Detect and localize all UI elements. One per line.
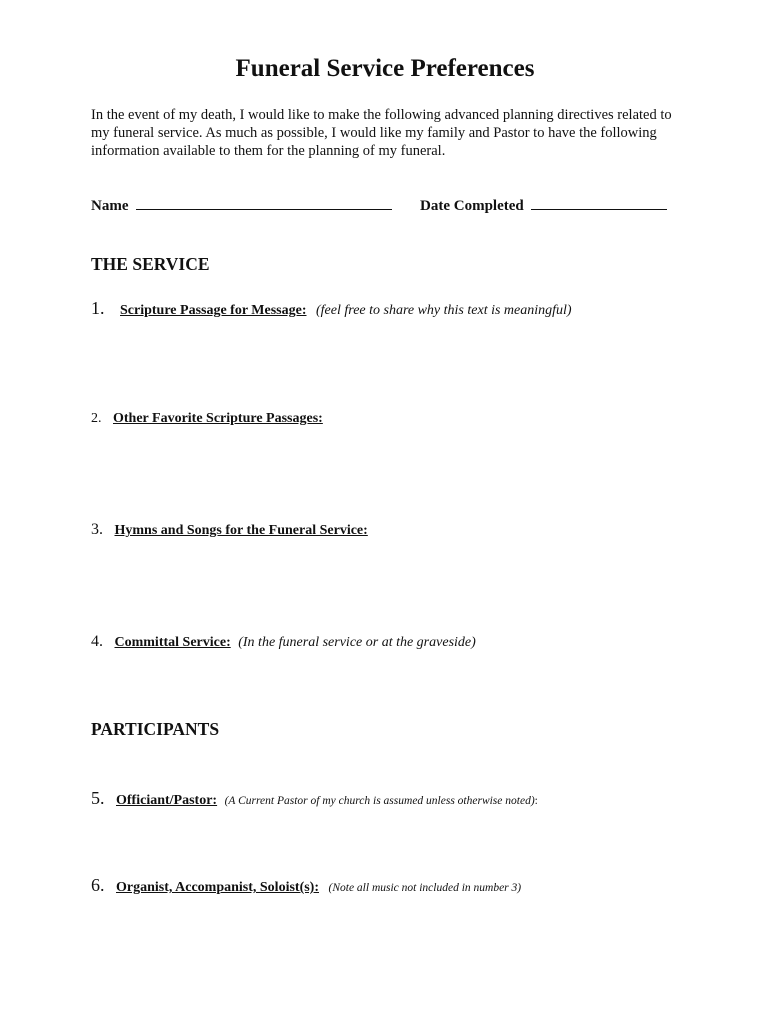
item-number: 1.	[91, 298, 105, 318]
section-heading-participants: PARTICIPANTS	[91, 719, 220, 739]
item-label: Organist, Accompanist, Soloist(s):	[116, 880, 319, 895]
item-note: (feel free to share why this text is meaningful)	[316, 303, 572, 318]
intro-paragraph: In the event of my death, I would like to make the following advanced planning directives related to my funeral service. As much as possible, I would like my family and Pastor to have the following information available to them for the planning of my funeral.	[91, 107, 672, 159]
date-completed-field[interactable]	[420, 197, 667, 215]
item-label: Committal Service:	[114, 635, 231, 650]
document-title: Funeral Service Preferences	[235, 55, 535, 82]
item-number: 4.	[91, 633, 103, 650]
list-item	[91, 521, 368, 539]
item-label: Officiant/Pastor:	[116, 793, 218, 808]
section-heading-service: THE SERVICE	[91, 254, 210, 274]
list-item	[91, 411, 323, 427]
name-blank-line[interactable]	[136, 197, 392, 210]
item-number: 6.	[91, 875, 105, 895]
item-note: (A Current Pastor of my church is assumed unless otherwise noted)	[224, 795, 535, 807]
name-field[interactable]	[91, 197, 392, 215]
item-number: 3.	[91, 521, 103, 538]
list-item	[91, 875, 521, 896]
item-note: (In the funeral service or at the graveside)	[238, 635, 476, 650]
list-item	[91, 633, 476, 651]
name-label: Name	[91, 198, 129, 214]
item-label: Other Favorite Scripture Passages:	[113, 411, 323, 426]
item-number: 2.	[91, 411, 102, 426]
item-number: 5.	[91, 788, 105, 808]
list-item	[91, 788, 538, 809]
item-label: Scripture Passage for Message:	[120, 303, 307, 318]
list-item	[91, 298, 572, 319]
item-label: Hymns and Songs for the Funeral Service:	[114, 523, 368, 538]
item-suffix: :	[534, 795, 538, 807]
date-completed-label: Date Completed	[420, 198, 524, 214]
date-blank-line[interactable]	[531, 197, 667, 210]
item-note: (Note all music not included in number 3)	[328, 882, 522, 894]
